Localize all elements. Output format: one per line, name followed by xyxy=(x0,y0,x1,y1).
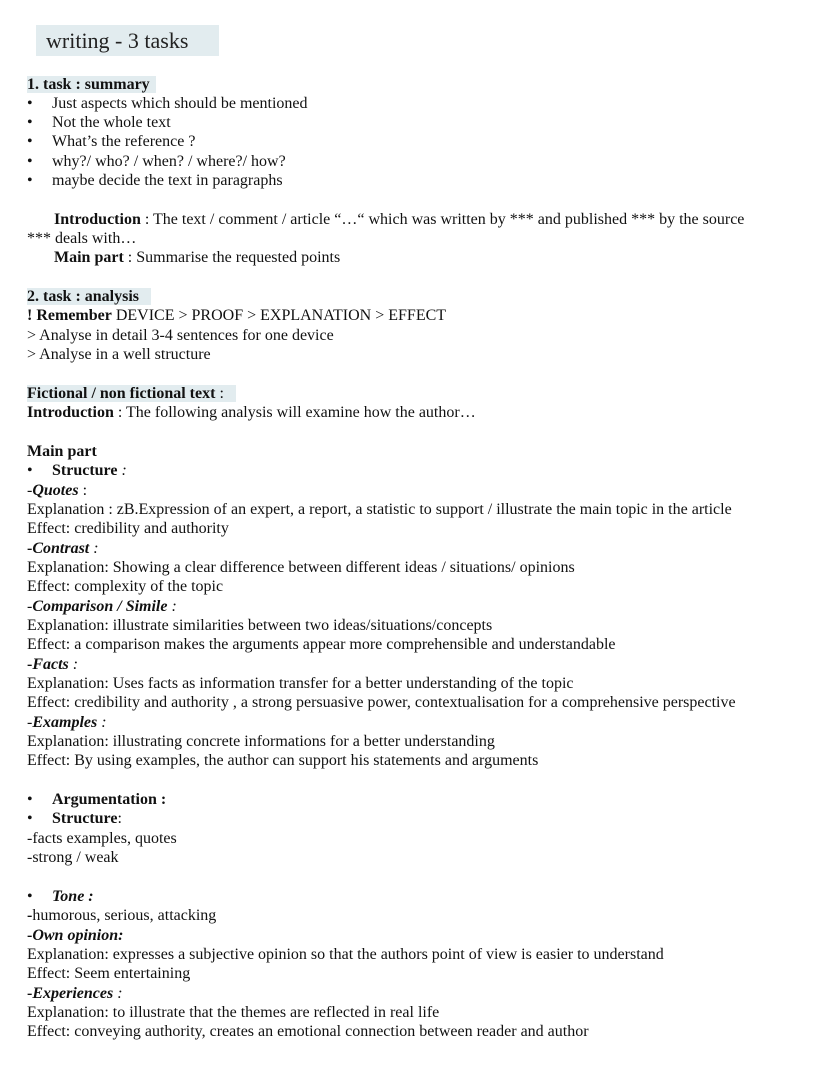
task1-heading: 1. task : summary xyxy=(27,75,156,94)
device-experiences: -Experiences : xyxy=(27,985,123,1002)
device-effect: Effect: credibility and authority xyxy=(27,520,229,537)
device-explanation: Explanation: illustrate similarities between two ideas/situations/concepts xyxy=(27,617,493,634)
device-examples: -Examples : xyxy=(27,714,107,731)
task2-point: > Analyse in detail 3-4 sentences for one device xyxy=(27,327,334,344)
title-highlight xyxy=(36,25,219,56)
device-explanation: Explanation: illustrating concrete informations for a better understanding xyxy=(27,733,495,750)
task1-main-part: Main part : Summarise the requested points xyxy=(54,249,341,266)
device-comparison: -Comparison / Simile : xyxy=(27,598,177,615)
device-contrast: -Contrast : xyxy=(27,540,99,557)
device-effect: Effect: credibility and authority , a strong persuasive power, contextualisation for a comprehensive perspective xyxy=(27,694,736,711)
device-effect: Effect: By using examples, the author can support his statements and arguments xyxy=(27,752,539,769)
device-explanation: Explanation : zB.Expression of an expert, a report, a statistic to support / illustrate the main topic in the article xyxy=(27,501,732,518)
task2-point: > Analyse in a well structure xyxy=(27,346,211,363)
device-effect: Effect: conveying authority, creates an emotional connection between reader and author xyxy=(27,1023,589,1040)
argumentation-line: -facts examples, quotes xyxy=(27,830,177,847)
device-explanation: Explanation: to illustrate that the themes are reflected in real life xyxy=(27,1004,440,1021)
device-quotes: -Quotes : xyxy=(27,482,88,499)
page-title: writing - 3 tasks xyxy=(46,28,189,53)
device-explanation: Explanation: Uses facts as information transfer for a better understanding of the topic xyxy=(27,675,574,692)
device-facts: -Facts : xyxy=(27,656,79,673)
argumentation-line: -strong / weak xyxy=(27,849,119,866)
fiction-heading: Fictional / non fictional text : xyxy=(27,384,236,403)
task2-remember: ! Remember DEVICE > PROOF > EXPLANATION > EFFECT xyxy=(27,307,447,324)
device-explanation: Explanation: expresses a subjective opinion so that the authors point of view is easier to understand xyxy=(27,946,664,963)
task2-heading: 2. task : analysis xyxy=(27,287,151,306)
device-effect: Effect: complexity of the topic xyxy=(27,578,224,595)
device-effect: Effect: a comparison makes the arguments appear more comprehensible and understandable xyxy=(27,636,616,653)
document-page: writing - 3 tasks 1. task : summary • Just aspects which should be mentioned • Not the whole text • What’s the reference ? • why?/ who? / when? / where?/ how? • maybe decide the text in paragraphs Introduction : The text / comment / article “…“ which was written by *** and published *** by the source *** deals with… Main part : Summarise the requested points 2. task : analysis ! Remember DEVICE > PROOF > EXPLANATION > EFFECT > Analyse in detail 3-4 sentences for one device > Analyse in a well structure Fictional / non fictional text : Introduction : The following analysis will examine how the author… Main part • Structure : -Quotes : Explanation : zB.Expression of an expert, a report, a statistic to support / illustrate the main topic in the article Effect: credibility and authority -Contrast : Explanation: Showing a clear difference between different ideas / situations/ opinions Effect: complexity of the topic -Comparison / Simile : Explanation: illustrate similarities between two ideas/situations/concepts Effect: a comparison makes the arguments appear more comprehensible and understandable -Facts : Explanation: Uses facts as information transfer for a better understanding of the topic Effect: credibility and authority , a strong persuasive power, contextualisation for a comprehensive perspective -Examples : Explanation: illustrating concrete informations for a better understanding Effect: By using examples, the author can support his statements and arguments • Argumentation : • Structure: -facts examples, quotes -strong / weak • Tone : -humorous, serious, attacking -Own opinion: Explanation: expresses a subjective opinion so that the authors point of view is easier to understand Effect: Seem entertaining -Experiences : Explanation: to illustrate that the themes are reflected in real life Effect: conveying authority, creates an emotional connection between reader and author xyxy=(0,0,828,1069)
device-effect: Effect: Seem entertaining xyxy=(27,965,191,982)
main-part-heading: Main part xyxy=(27,443,97,460)
device-own-opinion: -Own opinion: xyxy=(27,927,124,944)
task1-introduction-cont: *** deals with… xyxy=(27,230,137,247)
fiction-introduction: Introduction : The following analysis will examine how the author… xyxy=(27,404,476,421)
tone-line: -humorous, serious, attacking xyxy=(27,907,217,924)
device-explanation: Explanation: Showing a clear difference between different ideas / situations/ opinions xyxy=(27,559,575,576)
task1-introduction: Introduction : The text / comment / article “…“ which was written by *** and published *** by the source xyxy=(54,211,745,228)
